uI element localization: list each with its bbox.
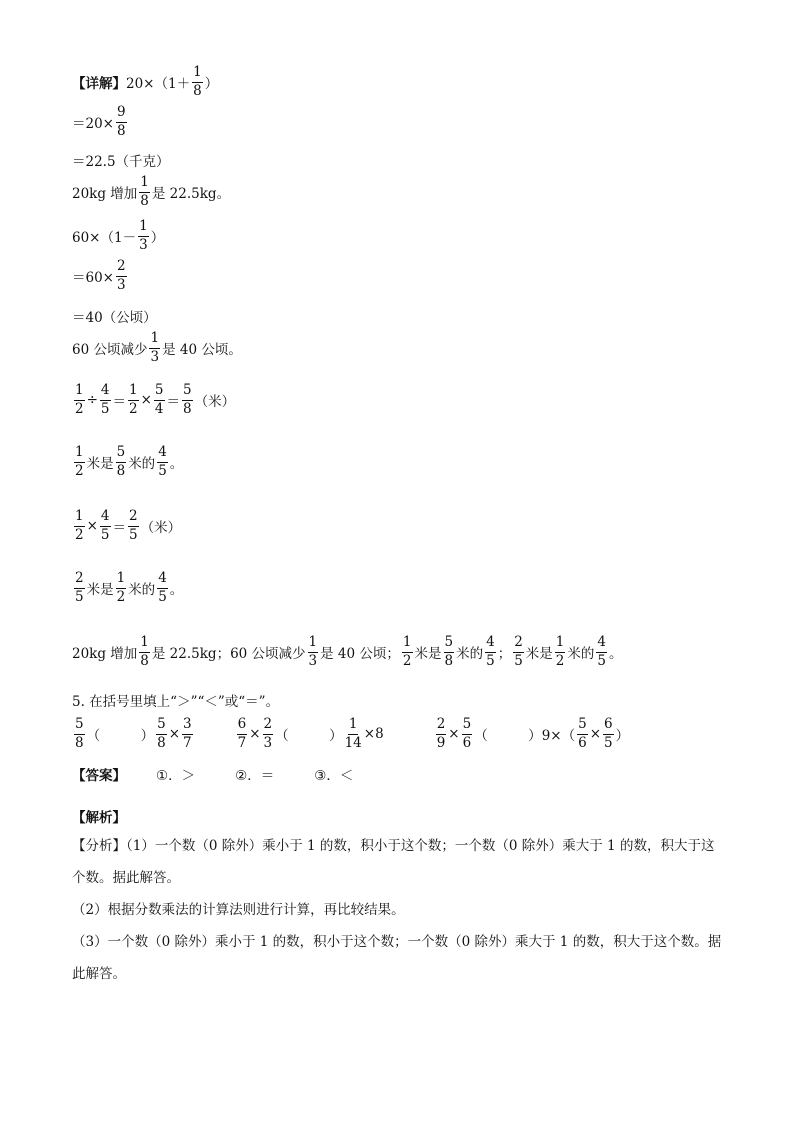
expr-text: ＝20× xyxy=(72,116,114,132)
expr-text: 米是 xyxy=(86,456,114,472)
fraction: $\frac{6}{7}$ xyxy=(237,716,247,751)
detail-line-11 xyxy=(72,510,181,542)
operator: ＝ xyxy=(112,394,126,410)
expr-text: 是 40 公顷。 xyxy=(162,342,242,358)
detail-line-10 xyxy=(72,446,183,478)
fraction: $\frac{1}{2}$ xyxy=(75,382,84,417)
expr-text: ） xyxy=(150,230,165,246)
fraction: $\frac{5}{4}$ xyxy=(154,382,164,417)
fraction: $\frac{6}{5}$ xyxy=(604,716,613,751)
operator: × xyxy=(249,726,261,742)
fraction: $\frac{5}{8}$ xyxy=(183,382,192,417)
detail-line-6 xyxy=(72,260,129,292)
operator: × xyxy=(589,726,601,742)
answer-blank[interactable]: （ ） xyxy=(86,728,155,744)
fraction: $\frac{2}{3}$ xyxy=(117,258,126,293)
expr-text: ＝60× xyxy=(72,270,114,286)
detail-line-9 xyxy=(72,384,235,416)
operator: × xyxy=(168,726,180,742)
operator: ＝ xyxy=(112,520,126,536)
expr-text: 是 22.5kg；60 公顷减少 xyxy=(151,646,306,662)
question-title xyxy=(72,690,279,710)
detail-line-3 xyxy=(72,150,170,170)
fraction: $\frac{1}{3}$ xyxy=(308,634,318,669)
expr-text: 。 xyxy=(169,582,184,598)
fraction: $\frac{2}{9}$ xyxy=(436,716,446,751)
detail-line-1 xyxy=(72,66,218,98)
expr-text: 9×（ xyxy=(541,728,576,744)
detail-line-4 xyxy=(72,176,230,208)
expr-text: 20kg 增加 xyxy=(72,186,138,202)
analysis-label-line xyxy=(72,806,126,826)
detail-label: 【详解】 xyxy=(72,76,126,92)
expr-text: ＝22.5（千克） xyxy=(72,154,170,170)
fraction: $\frac{5}{8}$ xyxy=(444,634,454,669)
operator: ＝ xyxy=(166,394,180,410)
fraction: $\frac{5}{8}$ xyxy=(157,716,166,751)
fraction: $\frac{1}{3}$ xyxy=(150,330,160,365)
operator: × xyxy=(140,392,152,408)
fraction: $\frac{1}{2}$ xyxy=(75,444,84,479)
detail-line-7 xyxy=(72,306,157,326)
expr-text: ） xyxy=(204,76,219,92)
expr-text: 是 40 公顷； xyxy=(320,646,400,662)
expr-text: 。 xyxy=(169,456,184,472)
fraction: $\frac{4}{5}$ xyxy=(100,382,110,417)
expr-text: 米的 xyxy=(456,646,484,662)
operator: ÷ xyxy=(86,392,98,408)
fraction: $\frac{1}{2}$ xyxy=(75,508,84,543)
expr-text: ＝40（公顷） xyxy=(72,310,157,326)
expr-text: 是 22.5kg。 xyxy=(151,186,231,202)
fraction: $\frac{1}{2}$ xyxy=(129,382,138,417)
detail-line-5 xyxy=(72,220,164,252)
expr-text: ） xyxy=(615,728,630,744)
fraction: $\frac{2}{3}$ xyxy=(263,716,273,751)
operator: × xyxy=(86,518,98,534)
answer-line xyxy=(72,764,353,784)
unit-text: （米） xyxy=(140,520,182,536)
fraction: $\frac{5}{8}$ xyxy=(116,444,126,479)
fraction: $\frac{5}{6}$ xyxy=(578,716,587,751)
expr-text: 60×（1－ xyxy=(72,230,137,246)
fraction: $\frac{5}{6}$ xyxy=(462,716,472,751)
expr-text: ×8 xyxy=(363,726,384,742)
expr-text: 米的 xyxy=(128,582,156,598)
fraction: $\frac{4}{5}$ xyxy=(100,508,110,543)
fraction: $\frac{9}{8}$ xyxy=(117,104,126,139)
fraction: $\frac{4}{5}$ xyxy=(597,634,606,669)
fraction: $\frac{1}{8}$ xyxy=(140,174,149,209)
answer-label: 【答案】 xyxy=(72,768,126,784)
expr-text: 米的 xyxy=(128,456,156,472)
expr-text: 米是 xyxy=(86,582,114,598)
analysis-paragraph-3: （3）一个数（0 除外）乘小于 1 的数，积小于这个数；一个数（0 除外）乘大于 1 的数，积大于这个数。据此解答。 xyxy=(72,934,722,982)
answer-item: ③．＜ xyxy=(314,768,354,784)
expr-text: 60 公顷减少 xyxy=(72,342,148,358)
analysis-paragraph-2: （2）根据分数乘法的计算法则进行计算，再比较结果。 xyxy=(72,902,405,918)
fraction: $\frac{5}{8}$ xyxy=(75,716,84,751)
fraction: $\frac{2}{5}$ xyxy=(75,570,84,605)
expr-text: 米的 xyxy=(567,646,595,662)
expr-text: 米是 xyxy=(525,646,553,662)
answer-item: ②．＝ xyxy=(235,768,275,784)
fraction: $\frac{2}{5}$ xyxy=(129,508,138,543)
fraction: $\frac{4}{5}$ xyxy=(158,570,167,605)
fraction: $\frac{1}{14}$ xyxy=(344,716,362,751)
fraction: $\frac{4}{5}$ xyxy=(158,444,167,479)
expr-text: 米是 xyxy=(414,646,442,662)
fraction: $\frac{4}{5}$ xyxy=(486,634,495,669)
fraction: $\frac{1}{2}$ xyxy=(116,570,126,605)
detail-line-12 xyxy=(72,572,183,604)
fraction: $\frac{1}{2}$ xyxy=(555,634,565,669)
detail-line-8 xyxy=(72,332,242,364)
expr-text: 。 xyxy=(608,646,623,662)
operator: × xyxy=(448,726,460,742)
detail-line-2 xyxy=(72,106,129,138)
fraction: $\frac{1}{3}$ xyxy=(139,218,148,253)
fraction: $\frac{2}{5}$ xyxy=(514,634,523,669)
expr-text: ； xyxy=(497,646,512,662)
analysis-paragraph-1: 【分析】（1）一个数（0 除外）乘小于 1 的数，积小于这个数；一个数（0 除外）乘大于 1 的数，积大于这个数。据此解答。 xyxy=(72,838,715,886)
answer-item: ①．＞ xyxy=(156,768,196,784)
question-text: 5. 在括号里填上“＞”“＜”或“＝”。 xyxy=(72,694,280,710)
unit-text: （米） xyxy=(194,394,236,410)
detail-summary xyxy=(72,636,622,668)
fraction: $\frac{1}{2}$ xyxy=(402,634,412,669)
answer-blank[interactable]: （ ） xyxy=(275,728,343,744)
question-expressions xyxy=(72,718,629,750)
fraction: $\frac{1}{8}$ xyxy=(140,634,149,669)
answer-blank[interactable]: （ ） xyxy=(474,728,542,744)
expr-text: 20×（1＋ xyxy=(126,76,191,92)
fraction: $\frac{1}{8}$ xyxy=(193,64,202,99)
expr-text: 20kg 增加 xyxy=(72,646,138,662)
analysis-label: 【解析】 xyxy=(72,810,126,826)
fraction: $\frac{3}{7}$ xyxy=(183,716,192,751)
